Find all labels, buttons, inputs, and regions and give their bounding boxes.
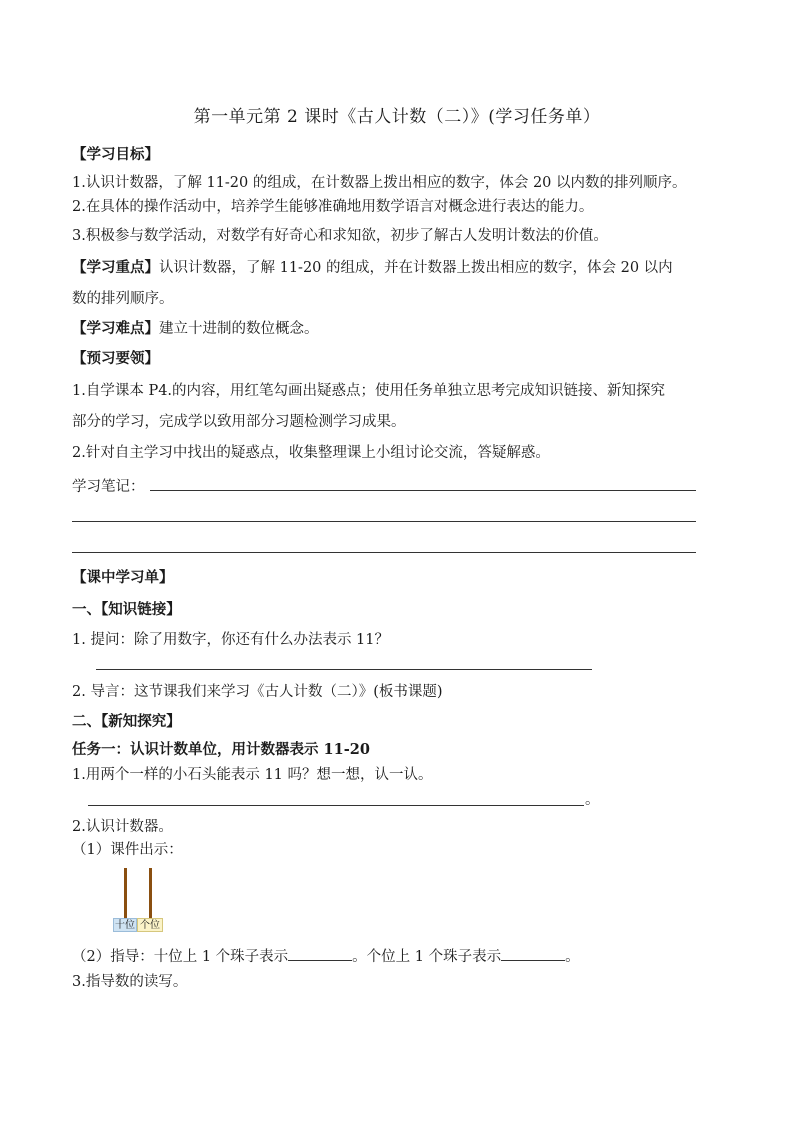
objective-item: 1.认识计数器，了解 11-20 的组成，在计数器上拨出相应的数字，体会 20 以内数的排列顺序。 (72, 175, 687, 191)
sub-question: （1）课件出示： (72, 842, 183, 858)
preview-item-continued: 部分的学习，完成学以致用部分习题检测学习成果。 (72, 414, 406, 430)
task-title: 任务一：认识计数单位，用计数器表示 11-20 (72, 741, 370, 758)
answer-blank[interactable] (288, 948, 352, 961)
answer-end-mark: 。 (585, 792, 600, 808)
preview-item: 1.自学课本 P4.的内容，用红笔勾画出疑惑点；使用任务单独立思考完成知识链接、新知探究 (72, 383, 666, 399)
answer-line[interactable] (88, 805, 584, 806)
key-point-label: 【学习重点】 (72, 259, 159, 276)
objectives-heading: 【学习目标】 (72, 146, 159, 163)
notes-line[interactable] (72, 521, 696, 522)
notes-line[interactable] (72, 552, 696, 553)
answer-line[interactable] (96, 669, 592, 670)
section-heading: 二、【新知探究】 (72, 713, 181, 730)
key-point-continued: 数的排列顺序。 (72, 291, 174, 307)
difficulty (72, 320, 319, 338)
preview-item: 2.针对自主学习中找出的疑惑点，收集整理课上小组讨论交流，答疑解惑。 (72, 445, 550, 461)
tens-label: 十位 (115, 920, 135, 931)
ones-label: 个位 (137, 918, 163, 932)
notes-label: 学习笔记： (72, 479, 145, 495)
question: 1.用两个一样的小石头能表示 11 吗？想一想，认一认。 (72, 767, 433, 783)
sub-question-text: 。个位上 1 个珠子表示 (352, 949, 502, 965)
objective-item: 2.在具体的操作活动中，培养学生能够准确地用数学语言对概念进行表达的能力。 (72, 199, 594, 215)
key-point-text: 认识计数器，了解 11-20 的组成，并在计数器上拨出相应的数字，体会 20 以内 (159, 260, 673, 276)
section-heading: 一、【知识链接】 (72, 601, 181, 618)
notes-line[interactable] (150, 490, 696, 491)
objective-item: 3.积极参与数学活动，对数学有好奇心和求知欲，初步了解古人发明计数法的价值。 (72, 228, 608, 244)
tens-rod (124, 868, 127, 918)
counting-frame (113, 868, 165, 932)
ones-rod (149, 868, 152, 918)
answer-blank[interactable] (501, 948, 565, 961)
question: 3.指导数的读写。 (72, 974, 188, 990)
difficulty-label: 【学习难点】 (72, 320, 159, 337)
answer-end-mark: 。 (565, 949, 580, 965)
preview-heading: 【预习要领】 (72, 350, 159, 367)
question: 2. 导言：这节课我们来学习《古人计数（二）》(板书课题) (72, 684, 443, 700)
question: 1. 提问：除了用数字，你还有什么办法表示 11？ (72, 632, 390, 648)
difficulty-text: 建立十进制的数位概念。 (159, 321, 319, 337)
sub-question-text: （2）指导：十位上 1 个珠子表示 (72, 949, 289, 965)
sub-question (72, 948, 580, 966)
key-point (72, 259, 673, 277)
question: 2.认识计数器。 (72, 819, 173, 835)
class-sheet-heading: 【课中学习单】 (72, 569, 174, 586)
page-title: 第一单元第 2 课时《古人计数（二）》(学习任务单） (193, 107, 601, 127)
